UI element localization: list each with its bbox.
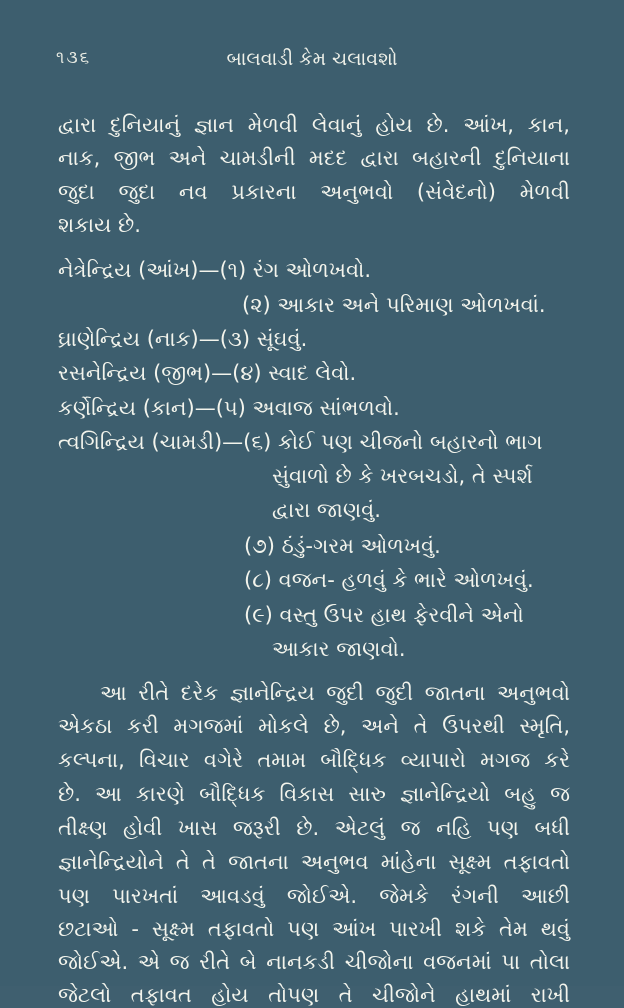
body-line: તીક્ષ્ણ હોવી ખાસ જરૂરી છે. એટલું જ નહિ પણ બધી (58, 816, 570, 840)
page-number: ૧૩૬ (56, 48, 92, 68)
intro-line: નાક, જીભ અને ચામડીની મદદ દ્વારા બહારની દુનિયાના (58, 146, 570, 170)
sense-temperature: (૭) ઠંડું-ગરમ ઓળખવું. (244, 534, 441, 558)
body-line: જેટલો તફાવત હોય તોપણ તે ચીજોને હાથમાં રાખી (58, 983, 570, 1007)
sense-skin: ત્વગિન્દ્રિય (ચામડી)—(૬) કોઈ પણ ચીજનો બહારનો ભાગ (58, 430, 543, 454)
body-line: આ રીતે દરેક જ્ઞાનેન્દ્રિય જુદી જુદી જાતના અનુભવો (100, 681, 570, 705)
sense-weight: (૮) વજન- હળવું કે ભારે ઓળખવું. (244, 568, 534, 592)
intro-line: શકાય છે. (58, 213, 141, 237)
sense-eye-shape: (૨) આકાર અને પરિમાણ ઓળખવાં. (242, 293, 546, 317)
body-line: છટાઓ - સૂક્ષ્મ તફાવતો પણ આંખ પારખી શકે તેમ થવું (58, 917, 570, 941)
body-line: જ્ઞાનેન્દ્રિયોને તે તે જાતના અનુભવ માંહેના સૂક્ષ્મ તફાવતો (58, 850, 570, 874)
body-line: છે. આ કારણે બૌદ્ધિક વિકાસ સારુ જ્ઞાનેન્દ્રિયો બહુ જ (58, 782, 570, 806)
body-line: એકઠા કરી મગજમાં મોકલે છે, અને તે ઉપરથી સ્મૃતિ, (58, 714, 570, 738)
sense-touch-shape: (૯) વસ્તુ ઉપર હાથ ફેરવીને એનો (244, 603, 524, 627)
sense-skin-cont: દ્વારા જાણવું. (272, 498, 381, 522)
body-line: પણ પારખતાં આવડવું જોઈએ. જેમકે રંગની આછી (58, 884, 570, 908)
intro-line: જુદા જુદા નવ પ્રકારના અનુભવો (સંવેદનો) મેળવી (58, 180, 570, 204)
page-header (0, 48, 624, 78)
sense-ear: કર્ણેન્દ્રિય (કાન)—(૫) અવાજ સાંભળવો. (58, 396, 400, 420)
intro-line: દ્વારા દુનિયાનું જ્ઞાન મેળવી લેવાનું હોય છે. આંખ, કાન, (58, 113, 570, 137)
sense-tongue: રસનેન્દ્રિય (જીભ)—(૪) સ્વાદ લેવો. (58, 361, 357, 385)
running-title: બાલવાડી કેમ ચલાવશો (226, 48, 398, 70)
sense-eye: નેત્રેન્દ્રિય (આંખ)—(૧) રંગ ઓળખવો. (58, 258, 372, 282)
sense-nose: ઘ્રાણેન્દ્રિય (નાક)—(૩) સૂંઘવું. (58, 327, 308, 351)
body-line: કલ્પના, વિચાર વગેરે તમામ બૌદ્ધિક વ્યાપારો મગજ કરે (58, 748, 570, 772)
body-line: જોઈએ. એ જ રીતે બે નાનકડી ચીજોના વજનમાં પા તોલા (58, 950, 570, 974)
sense-skin-cont: સુંવાળો છે કે ખરબચડો, તે સ્પર્શ (272, 464, 533, 488)
sense-touch-shape-cont: આકાર જાણવો. (272, 637, 406, 661)
